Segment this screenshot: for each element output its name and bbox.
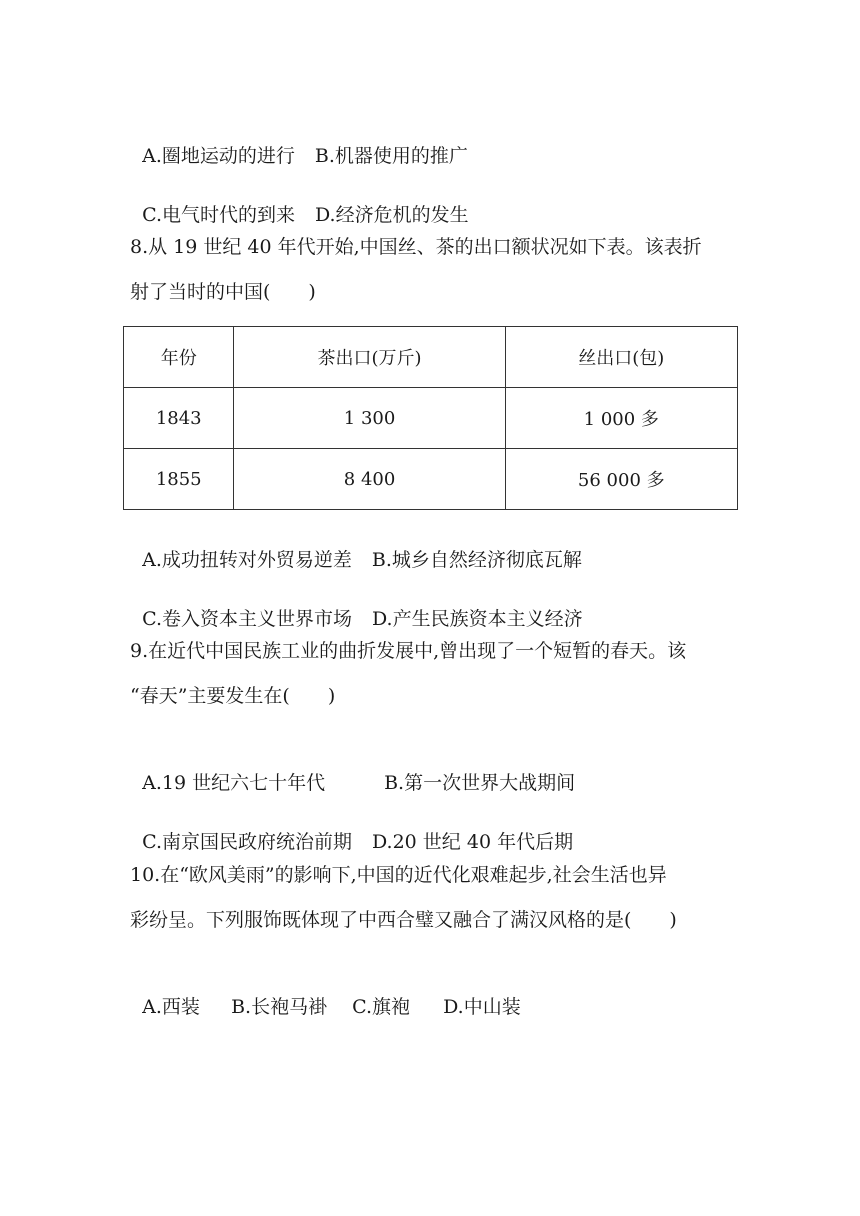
q9-option-d: D.20 世纪 40 年代后期 bbox=[372, 831, 574, 853]
q9-option-b: B.第一次世界大战期间 bbox=[384, 772, 576, 794]
q8-table bbox=[123, 326, 738, 510]
header-silk-export: 丝出口(包) bbox=[505, 327, 737, 388]
cell-silk: 56 000 多 bbox=[505, 449, 737, 510]
q8-stem-line2: 射了当时的中国( ) bbox=[130, 281, 316, 303]
q7-options-row1 bbox=[130, 114, 468, 167]
q9-stem-line1: 9.在近代中国民族工业的曲折发展中,曾出现了一个短暂的春天。该 bbox=[130, 640, 687, 662]
table-row bbox=[124, 388, 738, 449]
q10-option-c: C.旗袍 bbox=[352, 996, 410, 1018]
header-year: 年份 bbox=[124, 327, 234, 388]
q7-option-a: A.圈地运动的进行 bbox=[142, 145, 295, 167]
q10-options-row bbox=[130, 965, 521, 1018]
q10-option-d: D.中山装 bbox=[443, 996, 521, 1018]
q8-option-a: A.成功扭转对外贸易逆差 bbox=[142, 549, 352, 571]
q9-option-c: C.南京国民政府统治前期 bbox=[142, 831, 352, 853]
header-tea-export: 茶出口(万斤) bbox=[234, 327, 505, 388]
q8-option-c: C.卷入资本主义世界市场 bbox=[142, 608, 352, 630]
cell-silk: 1 000 多 bbox=[505, 388, 737, 449]
q7-option-c: C.电气时代的到来 bbox=[142, 204, 295, 226]
table-row bbox=[124, 449, 738, 510]
q8-options-row2 bbox=[130, 577, 583, 630]
q8-options-row1 bbox=[130, 518, 582, 571]
cell-tea: 1 300 bbox=[234, 388, 505, 449]
q9-stem-line2: “春天”主要发生在( ) bbox=[130, 685, 336, 707]
q9-options-row2 bbox=[130, 800, 574, 853]
q10-option-b: B.长袍马褂 bbox=[231, 996, 328, 1018]
q10-stem-line1: 10.在“欧风美雨”的影响下,中国的近代化艰难起步,社会生活也异 bbox=[130, 864, 667, 886]
q8-option-d: D.产生民族资本主义经济 bbox=[372, 608, 583, 630]
q7-option-d: D.经济危机的发生 bbox=[315, 204, 469, 226]
q8-stem-line1: 8.从 19 世纪 40 年代开始,中国丝、茶的出口额状况如下表。该表折 bbox=[130, 236, 702, 258]
cell-tea: 8 400 bbox=[234, 449, 505, 510]
q10-option-a: A.西装 bbox=[142, 996, 200, 1018]
cell-year: 1855 bbox=[124, 449, 234, 510]
q9-options-row1 bbox=[130, 741, 576, 794]
q10-stem-line2: 彩纷呈。下列服饰既体现了中西合璧又融合了满汉风格的是( ) bbox=[130, 909, 677, 931]
q8-option-b: B.城乡自然经济彻底瓦解 bbox=[371, 549, 582, 571]
cell-year: 1843 bbox=[124, 388, 234, 449]
q7-option-b: B.机器使用的推广 bbox=[314, 145, 468, 167]
q9-option-a: A.19 世纪六七十年代 bbox=[142, 772, 326, 794]
table-header-row bbox=[124, 327, 738, 388]
q7-options-row2 bbox=[130, 173, 469, 226]
